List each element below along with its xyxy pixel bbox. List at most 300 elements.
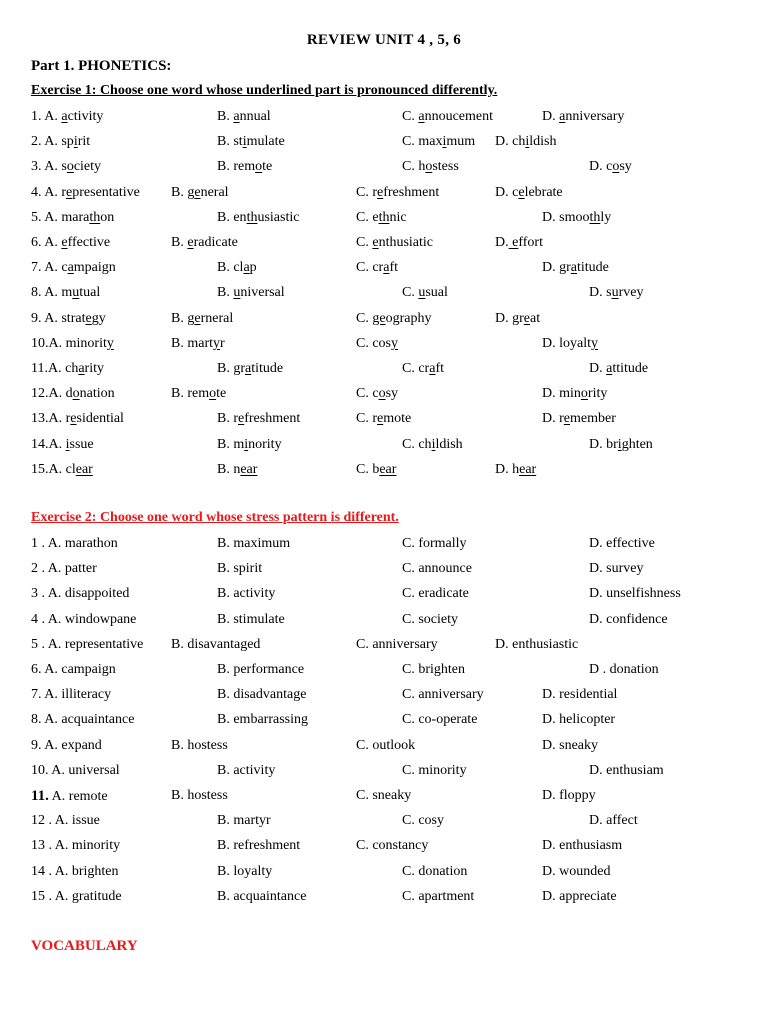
word-text: ch <box>512 134 526 150</box>
option-letter: A. <box>44 109 62 124</box>
word-text: rneral <box>200 310 234 326</box>
question-number: 5. <box>31 209 45 225</box>
word-text: anniversary <box>418 687 484 703</box>
word-text: r <box>220 335 225 351</box>
answer-option <box>217 662 304 678</box>
underlined-sound: u <box>72 285 80 301</box>
answer-option <box>495 185 563 201</box>
word-text: cos <box>372 335 392 351</box>
answer-option <box>31 712 134 728</box>
answer-option <box>589 813 638 829</box>
word-text: maximum <box>233 536 291 551</box>
word-text: announce <box>418 561 472 577</box>
question-number: 6. <box>31 662 45 677</box>
underlined-sound: ear <box>379 461 397 477</box>
word-text: g <box>187 310 195 326</box>
question-row <box>0 285 768 305</box>
option-letter: B. <box>217 662 234 677</box>
underlined-sound: th <box>589 209 601 225</box>
word-text: gy <box>91 310 106 326</box>
word-text: e <box>372 209 379 225</box>
answer-option <box>31 561 97 577</box>
word-text: rem <box>233 159 256 175</box>
word-text: expand <box>61 737 102 753</box>
option-letter: D. <box>542 712 560 728</box>
answer-option <box>217 411 300 427</box>
option-letter: C. <box>356 636 373 652</box>
underlined-sound: o <box>580 386 588 402</box>
word-text: stimulate <box>233 611 285 627</box>
answer-option <box>589 612 668 628</box>
answer-option <box>402 561 472 577</box>
option-letter: D. <box>495 184 513 200</box>
option-letter: A. <box>54 813 72 829</box>
answer-option <box>356 311 431 327</box>
option-letter: D. <box>542 109 560 124</box>
answer-option <box>31 586 129 602</box>
option-letter: B. <box>217 888 234 904</box>
answer-option <box>31 662 116 678</box>
answer-option <box>402 285 448 301</box>
option-letter: B. <box>217 536 234 551</box>
option-letter: A. <box>44 184 62 200</box>
word-text: campaign <box>61 662 116 677</box>
option-letter: D. <box>589 536 607 551</box>
word-text: sneaky <box>372 788 412 803</box>
answer-option <box>217 210 299 226</box>
question-number: 2 . <box>31 561 48 577</box>
word-text: hostess <box>187 788 228 803</box>
option-letter: D. <box>589 813 607 829</box>
underlined-sound: e <box>377 184 384 200</box>
answer-option <box>589 561 643 577</box>
word-text: anniversary <box>372 636 438 652</box>
option-letter: D. <box>542 838 560 854</box>
answer-option <box>31 109 103 125</box>
question-number: 8. <box>31 285 45 301</box>
underlined-sound: a <box>606 361 613 376</box>
answer-option <box>542 386 607 402</box>
underlined-sound: e <box>61 235 68 250</box>
word-text: ghten <box>621 436 653 452</box>
answer-option <box>31 411 124 427</box>
underlined-sound: e <box>238 411 245 427</box>
answer-option <box>542 687 617 703</box>
question-row <box>0 662 768 682</box>
underlined-sound: ear <box>240 461 258 477</box>
question-row <box>0 788 768 808</box>
question-row <box>0 687 768 707</box>
word-text: co-operate <box>418 712 478 728</box>
option-letter: C. <box>356 209 373 225</box>
underlined-sound: e <box>194 310 201 326</box>
option-letter: A. <box>48 411 66 427</box>
option-letter: A. <box>44 134 62 150</box>
option-letter: D. <box>495 636 513 652</box>
question-row <box>0 838 768 858</box>
option-letter: B. <box>171 788 188 803</box>
question-number: 12 . <box>31 813 55 829</box>
underlined-sound: o <box>378 386 386 402</box>
answer-option <box>171 336 225 352</box>
option-letter: A. <box>44 260 62 276</box>
question-row <box>0 159 768 179</box>
option-letter: B. <box>217 109 234 124</box>
option-letter: A. <box>44 209 62 225</box>
question-number: 14 . <box>31 863 55 879</box>
word-text: g <box>187 184 195 200</box>
answer-option <box>31 738 102 754</box>
answer-option <box>402 687 484 703</box>
answer-option <box>402 864 467 880</box>
question-row <box>0 462 768 482</box>
underlined-sound: e <box>194 184 201 200</box>
question-row <box>0 361 768 381</box>
answer-option <box>356 411 411 427</box>
question-number: 6. <box>31 235 45 250</box>
question-number: 11. <box>31 788 49 804</box>
answer-option <box>356 738 415 754</box>
option-letter: A. <box>44 310 62 326</box>
word-text: nthusiatic <box>378 235 433 250</box>
word-text: spirit <box>233 561 263 577</box>
answer-option <box>217 687 306 703</box>
answer-option <box>356 260 398 276</box>
word-text: on <box>100 209 115 225</box>
option-letter: C. <box>402 762 419 778</box>
underlined-sound: i <box>244 436 249 452</box>
answer-option <box>31 637 143 653</box>
word-text: niversal <box>240 285 285 301</box>
word-text: strat <box>61 310 86 326</box>
word-text: activity <box>233 762 276 778</box>
question-number: 13 . <box>31 838 55 854</box>
word-text: donation <box>609 662 659 677</box>
question-row <box>0 109 768 129</box>
underlined-sound: o <box>72 386 80 402</box>
underlined-sound: i <box>65 436 70 452</box>
option-letter: A. <box>47 636 65 652</box>
option-letter: D. <box>589 436 607 452</box>
question-number: 3. <box>31 159 45 175</box>
question-row <box>0 763 768 783</box>
question-number: 15. <box>31 461 49 477</box>
word-text: floppy <box>559 788 596 803</box>
word-text: nic <box>389 209 407 225</box>
word-text: mulate <box>246 134 285 150</box>
answer-option <box>542 838 622 854</box>
option-letter: D. <box>542 788 560 803</box>
answer-option <box>542 109 624 125</box>
word-text: titude <box>251 361 284 376</box>
word-text: illiteracy <box>61 687 112 703</box>
underlined-sound: e <box>70 411 77 427</box>
question-row <box>0 712 768 732</box>
word-text: rem <box>187 386 210 402</box>
option-letter: D. <box>542 737 560 753</box>
word-text: windowpane <box>64 611 137 627</box>
answer-option <box>217 838 300 854</box>
option-letter: A. <box>54 888 72 904</box>
answer-option <box>217 763 275 779</box>
answer-option <box>589 662 659 678</box>
word-text: radicate <box>193 235 238 250</box>
word-text: rity <box>587 386 608 402</box>
option-letter: D. <box>542 335 560 351</box>
word-text: refreshment <box>233 838 301 854</box>
option-letter: D. <box>589 762 607 778</box>
word-text: activity <box>233 586 276 602</box>
word-text: remote <box>68 789 108 804</box>
word-text: nnual <box>239 109 271 124</box>
answer-option <box>31 437 94 453</box>
underlined-sound: i <box>617 436 622 452</box>
option-letter: B. <box>217 411 234 427</box>
word-text: cl <box>233 260 244 276</box>
answer-option <box>31 285 100 301</box>
underlined-sound: o <box>66 159 74 175</box>
answer-option <box>495 235 543 251</box>
word-text: sual <box>425 285 448 301</box>
answer-option <box>217 159 272 175</box>
question-row <box>0 185 768 205</box>
word-text: enthusiastic <box>512 636 579 652</box>
answer-option <box>402 437 463 453</box>
answer-option <box>217 864 272 880</box>
underlined-sound: e <box>563 411 571 427</box>
option-letter: C. <box>356 260 373 276</box>
answer-option <box>402 586 469 602</box>
option-letter: C. <box>356 788 373 803</box>
word-text: ttitude <box>612 361 649 376</box>
answer-option <box>217 712 308 728</box>
option-letter: A. <box>51 762 69 778</box>
option-letter: D. <box>589 611 607 627</box>
word-text: rvey <box>618 285 644 301</box>
option-letter: D. <box>495 134 513 150</box>
option-letter: B. <box>171 636 188 652</box>
word-text: formally <box>418 536 467 551</box>
option-letter: A. <box>44 712 62 728</box>
word-text: society <box>418 611 458 627</box>
underlined-sound: a <box>233 109 240 124</box>
option-letter: A. <box>44 662 62 677</box>
word-text: m <box>61 285 73 301</box>
underlined-sound: a <box>243 260 250 276</box>
word-text: ssue <box>69 436 94 452</box>
question-row <box>0 411 768 431</box>
answer-option <box>31 763 120 779</box>
option-letter: B. <box>217 611 234 627</box>
word-text: mum <box>446 134 476 150</box>
question-row <box>0 864 768 884</box>
word-text: member <box>570 411 616 427</box>
option-letter: D. <box>589 159 607 175</box>
answer-option <box>171 386 226 402</box>
word-text: ly <box>600 209 612 225</box>
word-text: cosy <box>418 813 445 829</box>
option-letter: B. <box>217 561 234 577</box>
option-letter: D. <box>495 310 513 326</box>
underlined-sound: i <box>525 134 530 150</box>
answer-option <box>542 411 616 427</box>
word-text: presentative <box>72 184 140 200</box>
question-row <box>0 235 768 255</box>
answer-option <box>542 712 615 728</box>
word-text: mara <box>61 209 90 225</box>
option-letter: A. <box>47 611 65 627</box>
answer-option <box>495 134 556 150</box>
answer-option <box>495 311 540 327</box>
option-letter: D. <box>542 687 560 703</box>
answer-option <box>217 813 271 829</box>
word-text: te <box>262 159 273 175</box>
underlined-sound: i <box>242 134 247 150</box>
word-text: ciety <box>73 159 102 175</box>
option-letter: C. <box>402 611 419 627</box>
answer-option <box>402 712 477 728</box>
option-letter: D. <box>542 863 560 879</box>
option-letter: B. <box>171 184 188 200</box>
word-text: p <box>249 260 257 276</box>
question-number: 7. <box>31 260 45 276</box>
word-text: ldish <box>435 436 463 452</box>
answer-option <box>217 134 285 150</box>
answer-option <box>31 235 110 251</box>
underlined-sound: e <box>85 310 92 326</box>
word-text: usiastic <box>257 209 300 225</box>
word-text: en <box>233 209 247 225</box>
word-text: residential <box>559 687 618 703</box>
answer-option <box>542 788 596 804</box>
word-text: unselfishness <box>606 586 681 602</box>
answer-option <box>402 361 444 377</box>
option-letter: B. <box>217 712 234 728</box>
word-text: cr <box>418 361 430 376</box>
underlined-sound: o <box>612 159 620 175</box>
word-text: performance <box>233 662 305 677</box>
word-text: minorit <box>65 335 107 351</box>
question-number: 2. <box>31 134 45 150</box>
question-row <box>0 437 768 457</box>
answer-option <box>217 437 282 453</box>
underlined-sound: e <box>372 235 379 250</box>
answer-option <box>31 134 90 150</box>
option-letter: B. <box>217 260 234 276</box>
exercise-2-heading: Exercise 2: Choose one word whose stress pattern is different. <box>31 510 399 525</box>
word-text: eradicate <box>418 586 469 602</box>
word-text: c <box>61 260 68 276</box>
word-text: mart <box>187 335 213 351</box>
option-letter: C. <box>402 361 419 376</box>
word-text: n <box>233 461 241 477</box>
answer-option <box>402 662 465 678</box>
answer-option <box>542 210 611 226</box>
option-letter: C. <box>402 586 419 602</box>
option-letter: A. <box>47 561 65 577</box>
underlined-sound: a <box>418 109 425 124</box>
word-text: minority <box>71 838 121 854</box>
answer-option <box>31 889 122 905</box>
answer-option <box>356 210 407 226</box>
option-letter: D. <box>495 235 509 250</box>
option-letter: A. <box>48 436 66 452</box>
answer-option <box>31 536 118 552</box>
answer-option <box>31 159 101 175</box>
option-letter: B. <box>217 134 234 150</box>
word-text: ography <box>385 310 432 326</box>
underlined-sound: y <box>591 335 599 351</box>
answer-option <box>589 159 632 175</box>
underlined-sound: u <box>611 285 619 301</box>
option-letter: C. <box>402 285 419 301</box>
answer-option <box>217 586 275 602</box>
answer-option <box>217 561 262 577</box>
word-text: ft <box>389 260 399 276</box>
word-text: ldish <box>529 134 557 150</box>
option-letter: B. <box>217 813 234 829</box>
option-letter: C. <box>356 184 373 200</box>
answer-option <box>402 763 467 779</box>
option-letter: B. <box>171 235 188 250</box>
answer-option <box>217 889 306 905</box>
option-letter: B. <box>217 838 234 854</box>
answer-option <box>217 361 283 377</box>
answer-option <box>356 462 396 478</box>
underlined-sound: a <box>67 260 74 276</box>
word-text: r <box>65 411 71 427</box>
answer-option <box>31 361 104 377</box>
option-letter: D. <box>589 561 607 577</box>
answer-option <box>542 336 598 352</box>
underlined-sound: o <box>209 386 217 402</box>
underlined-sound: u <box>233 285 241 301</box>
word-text: loyalty <box>233 863 273 879</box>
option-letter: B. <box>171 737 188 753</box>
option-letter: C. <box>356 235 373 250</box>
word-text: sy <box>385 386 399 402</box>
answer-option <box>217 612 285 628</box>
underlined-sound: e <box>187 235 194 250</box>
question-number: 13. <box>31 411 49 427</box>
word-text: h <box>418 159 426 175</box>
word-text: stess <box>432 159 459 175</box>
option-letter: A. <box>47 536 65 551</box>
answer-option <box>171 637 260 653</box>
answer-option <box>589 586 681 602</box>
word-text: sp <box>61 134 74 150</box>
answer-option <box>31 687 111 703</box>
answer-option <box>31 185 140 201</box>
underlined-sound: y <box>391 335 399 351</box>
word-text: nnoucement <box>424 109 493 124</box>
underlined-sound: e <box>377 411 384 427</box>
word-text: hostess <box>187 737 228 753</box>
option-letter: A. <box>44 159 62 175</box>
option-letter: C. <box>402 134 419 150</box>
option-letter: C. <box>356 838 373 854</box>
option-letter: A. <box>47 586 65 602</box>
option-letter: B. <box>217 361 234 376</box>
underlined-sound: ear <box>75 461 93 477</box>
option-letter: B. <box>217 209 234 225</box>
word-text: br <box>606 436 618 452</box>
word-text: neral <box>200 184 229 200</box>
word-text: loyalt <box>559 335 592 351</box>
word-text: mote <box>383 411 412 427</box>
word-text: appreciate <box>559 888 617 904</box>
underlined-sound: e <box>508 235 519 250</box>
